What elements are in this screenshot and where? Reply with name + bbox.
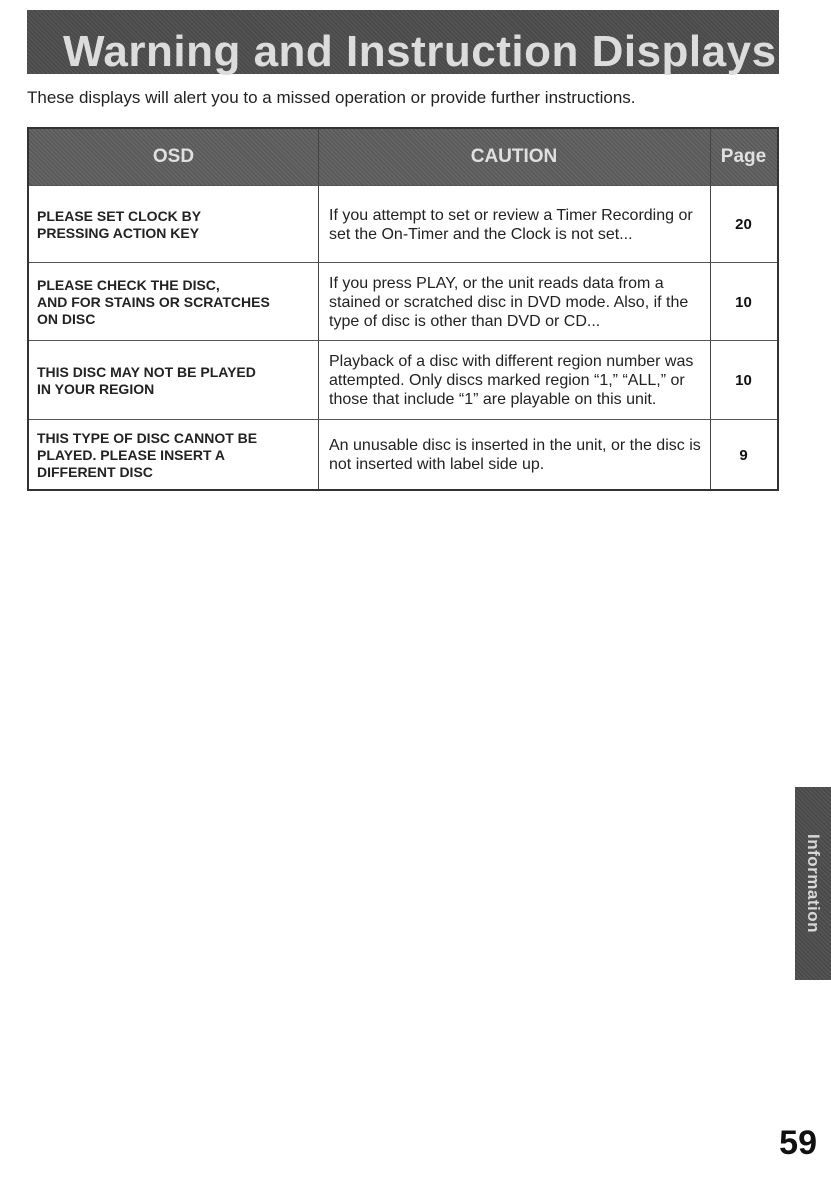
osd-cell bbox=[37, 341, 315, 420]
section-tab-label: Information bbox=[804, 834, 823, 933]
caution-cell: If you attempt to set or review a Timer Recording or set the On-Timer and the Clock is not set... bbox=[329, 206, 693, 243]
osd-line: IN YOUR REGION bbox=[37, 380, 155, 397]
table-row-1 bbox=[29, 185, 777, 263]
column-header-page: Page bbox=[720, 146, 767, 167]
osd-line: ON DISC bbox=[37, 310, 96, 327]
page-cell: 9 bbox=[739, 446, 748, 464]
osd-line: PLEASE CHECK THE DISC, bbox=[37, 276, 220, 293]
table-header bbox=[29, 129, 777, 185]
page-title: Warning and Instruction Displays bbox=[63, 27, 777, 76]
osd-line: PRESSING ACTION KEY bbox=[37, 224, 200, 241]
warning-table bbox=[27, 127, 779, 491]
page-cell: 10 bbox=[735, 372, 752, 389]
table-row-4 bbox=[29, 419, 777, 490]
osd-cell bbox=[37, 263, 315, 341]
table-row-2 bbox=[29, 262, 777, 341]
page-number: 59 bbox=[779, 1124, 817, 1162]
osd-line: PLAYED. PLEASE INSERT A bbox=[37, 446, 226, 463]
page-cell: 20 bbox=[735, 216, 752, 233]
osd-line: AND FOR STAINS OR SCRATCHES bbox=[37, 293, 270, 310]
section-tab bbox=[795, 787, 831, 980]
osd-line: PLEASE SET CLOCK BY bbox=[37, 207, 202, 224]
osd-line: THIS DISC MAY NOT BE PLAYED bbox=[37, 363, 256, 380]
title-banner bbox=[27, 10, 779, 74]
page-cell: 10 bbox=[735, 293, 752, 311]
osd-cell bbox=[37, 186, 315, 263]
caution-cell: An unusable disc is inserted in the unit, or the disc is not inserted with label side up. bbox=[329, 437, 701, 473]
table-row-3 bbox=[29, 340, 777, 420]
osd-cell bbox=[37, 420, 315, 490]
osd-line: THIS TYPE OF DISC CANNOT BE bbox=[37, 429, 258, 446]
osd-line: DIFFERENT DISC bbox=[37, 463, 153, 480]
intro-text: These displays will alert you to a missed operation or provide further instructions. bbox=[27, 88, 636, 107]
caution-cell: Playback of a disc with different region number was attempted. Only discs marked region “1,” “ALL,” or those that include “1” are playable on this unit. bbox=[329, 353, 694, 408]
column-header-caution: CAUTION bbox=[470, 146, 558, 167]
column-header-osd: OSD bbox=[152, 146, 195, 167]
caution-cell: If you press PLAY, or the unit reads data from a stained or scratched disc in DVD mode. Also, if the type of disc is other than DVD or CD... bbox=[329, 274, 689, 330]
